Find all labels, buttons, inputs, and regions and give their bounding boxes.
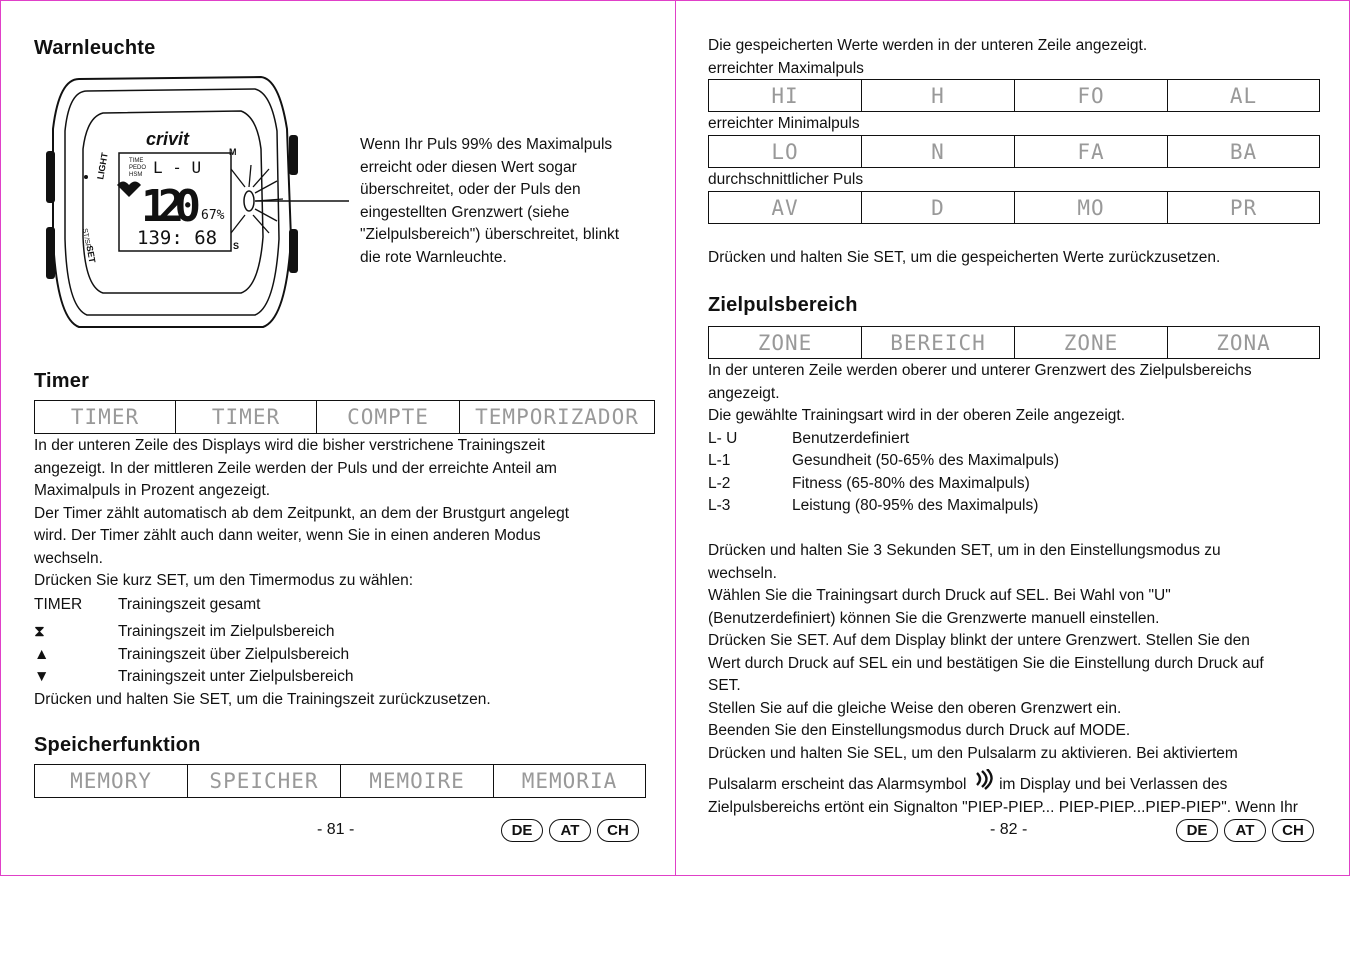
watch-mode-3: HSM — [129, 172, 143, 178]
watch-btn-light: LIGHT — [95, 151, 110, 181]
lcd-cell: HI — [709, 80, 862, 112]
zone-line: Die gewählte Trainingsart wird in der oberen Zeile angezeigt. — [708, 407, 1126, 424]
zone-line: SET. — [708, 677, 741, 694]
timer-item — [34, 594, 654, 617]
zone-item-key: L- U — [708, 429, 738, 447]
zone-line: (Benutzerdefiniert) können Sie die Grenzwerte manuell einstellen. — [708, 609, 1160, 627]
min-lcd-table — [708, 135, 1320, 168]
timer-line: Drücken Sie kurz SET, um den Timermodus zu wählen: — [34, 572, 414, 589]
lcd-cell: FA — [1015, 136, 1168, 168]
country-badges — [1176, 819, 1320, 842]
timer-line: In der unteren Zeile des Displays wird die bisher verstrichene Trainingszeit — [34, 437, 545, 454]
country-badge-ch: CH — [1272, 819, 1314, 842]
lcd-cell: D — [862, 192, 1015, 224]
zone-line: Drücken Sie SET. Auf dem Display blinkt der untere Grenzwert. Stellen Sie den — [708, 632, 1250, 649]
watch-display-top: L - U — [153, 158, 202, 177]
zone-line: Beenden Sie den Einstellungsmodus durch Druck auf MODE. — [708, 722, 1131, 739]
zone-item-key: L-3 — [708, 497, 731, 514]
zone-line: Drücken und halten Sie SEL, um den Pulsalarm zu aktivieren. Bei aktiviertem — [708, 744, 1238, 762]
zone-line: wechseln. — [708, 564, 777, 582]
zone-text — [708, 360, 1328, 819]
zone-line: In der unteren Zeile werden oberer und unterer Grenzwert des Zielpulsbereichs — [708, 362, 1252, 379]
timer-item-text: Trainingszeit gesamt — [118, 595, 261, 613]
hourglass-icon: ⧗ — [34, 623, 45, 640]
lcd-cell: AL — [1168, 80, 1320, 112]
max-label: erreichter Maximalpuls — [708, 60, 864, 77]
country-badge-de: DE — [501, 819, 543, 842]
timer-reset-line: Drücken und halten Sie SET, um die Trainingszeit zurückzusetzen. — [34, 690, 491, 708]
intro-text: Die gespeicherten Werte werden in der unteren Zeile angezeigt. — [708, 37, 1148, 54]
avg-lcd-table — [708, 191, 1320, 224]
lcd-cell: ZONE — [709, 327, 862, 359]
memory-heading: Speicherfunktion — [34, 734, 201, 756]
warn-heading: Warnleuchte — [34, 37, 156, 59]
watch-mode-2: PEDO — [129, 165, 147, 171]
zone-item — [708, 495, 1328, 518]
zone-line: Wählen Sie die Trainingsart durch Druck auf SEL. Bei Wahl von "U" — [708, 587, 1171, 604]
alarm-text-post: im Display und bei Verlassen des — [999, 776, 1228, 793]
country-badge-de: DE — [1176, 819, 1218, 842]
watch-btn-s: S — [233, 241, 240, 251]
min-label: erreichter Minimalpuls — [708, 115, 860, 132]
watch-display-bottom: 139: 68 — [137, 227, 218, 249]
warn-line: "Zielpulsbereich") überschreitet, blinkt — [360, 226, 620, 243]
zone-item-text: Gesundheit (50-65% des Maximalpuls) — [792, 452, 1060, 469]
timer-heading: Timer — [34, 370, 90, 392]
country-badge-at: AT — [1224, 819, 1266, 842]
alarm-icon — [971, 769, 995, 791]
timer-item-text: Trainingszeit im Zielpulsbereich — [118, 623, 335, 640]
watch-display-pct: 67% — [201, 208, 225, 223]
right-page — [675, 0, 1350, 876]
warn-line: eingestellten Grenzwert (siehe — [360, 203, 570, 221]
lcd-cell: AV — [709, 192, 862, 224]
watch-btn-stsp: ST/SP — [80, 227, 92, 250]
zone-item — [708, 428, 1328, 451]
lcd-cell: MEMOIRE — [341, 765, 494, 798]
country-badges — [501, 819, 645, 842]
lcd-cell: ZONE — [1015, 327, 1168, 359]
timer-item — [34, 621, 654, 644]
timer-item — [34, 644, 654, 667]
lcd-cell: TEMPORIZADOR — [460, 401, 655, 434]
timer-item-text: Trainingszeit über Zielpulsbereich — [118, 645, 350, 663]
zone-item-key: L-1 — [708, 452, 731, 469]
lcd-cell: MO — [1015, 192, 1168, 224]
avg-label: durchschnittlicher Puls — [708, 171, 864, 188]
timer-lcd-table — [34, 400, 655, 434]
watch-btn-m: M — [229, 147, 237, 157]
lcd-cell: MEMORIA — [494, 765, 646, 798]
triangle-down-icon: ▼ — [34, 668, 50, 685]
country-badge-ch: CH — [597, 819, 639, 842]
zone-item-text: Leistung (80-95% des Maximalpuls) — [792, 497, 1039, 514]
warn-line: erreicht oder diesen Wert sogar — [360, 158, 577, 176]
timer-line: wechseln. — [34, 549, 103, 567]
watch-illustration — [41, 69, 351, 334]
warn-line: Wenn Ihr Puls 99% des Maximalpuls — [360, 136, 613, 153]
watch-brand: crivit — [146, 129, 190, 149]
country-badge-at: AT — [549, 819, 591, 842]
watch-btn-set: SET — [84, 244, 98, 264]
timer-text — [34, 435, 654, 711]
zone-item-text: Fitness (65-80% des Maximalpuls) — [792, 474, 1030, 492]
zone-item — [708, 450, 1328, 473]
timer-line: wird. Der Timer zählt auch dann weiter, wenn Sie in einen anderen Modus — [34, 527, 541, 544]
zone-heading: Zielpulsbereich — [708, 294, 858, 316]
zone-last-line: Zielpulsbereichs ertönt ein Signalton "PIEP-PIEP... PIEP-PIEP...PIEP-PIEP". Wenn Ihr — [708, 798, 1298, 816]
lcd-cell: H — [862, 80, 1015, 112]
timer-item-text: Trainingszeit unter Zielpulsbereich — [118, 668, 354, 685]
memory-lcd-table — [34, 764, 646, 798]
lcd-cell: SPEICHER — [188, 765, 341, 798]
lcd-cell: BA — [1168, 136, 1320, 168]
lcd-cell: COMPTE — [317, 401, 460, 434]
lcd-cell: BEREICH — [862, 327, 1015, 359]
lcd-cell: FO — [1015, 80, 1168, 112]
lcd-cell: LO — [709, 136, 862, 168]
lcd-cell: N — [862, 136, 1015, 168]
zone-line: Drücken und halten Sie 3 Sekunden SET, um in den Einstellungsmodus zu — [708, 542, 1221, 559]
alarm-line — [708, 769, 1328, 797]
zone-line: Wert durch Druck auf SEL ein und bestätigen Sie die Einstellung durch Druck auf — [708, 654, 1264, 672]
warn-line: die rote Warnleuchte. — [360, 248, 507, 266]
max-lcd-table — [708, 79, 1320, 112]
zone-item-key: L-2 — [708, 474, 731, 492]
reset-text: Drücken und halten Sie SET, um die gespeicherten Werte zurückzusetzen. — [708, 249, 1221, 266]
timer-line: angezeigt. In der mittleren Zeile werden der Puls und der erreichte Anteil am — [34, 459, 557, 477]
lcd-cell: MEMORY — [35, 765, 188, 798]
left-page — [0, 0, 676, 876]
lcd-cell: PR — [1168, 192, 1320, 224]
zone-item-text: Benutzerdefiniert — [792, 429, 910, 447]
warn-text — [360, 134, 619, 269]
alarm-text-pre: Pulsalarm erscheint das Alarmsymbol — [708, 776, 967, 793]
lcd-cell: TIMER — [35, 401, 176, 434]
watch-display-mid: 120 — [141, 181, 201, 232]
timer-item-key: TIMER — [34, 595, 83, 613]
lcd-cell: TIMER — [176, 401, 317, 434]
watch-mode-1: TIME — [129, 158, 144, 164]
triangle-up-icon: ▲ — [34, 645, 50, 663]
page-number: - 82 - — [990, 821, 1028, 838]
timer-line: Der Timer zählt automatisch ab dem Zeitpunkt, an dem der Brustgurt angelegt — [34, 504, 570, 522]
zone-item — [708, 473, 1328, 496]
lcd-cell: ZONA — [1168, 327, 1320, 359]
zone-lcd-table — [708, 326, 1320, 359]
warn-line: überschreitet, oder der Puls den — [360, 181, 581, 198]
zone-line: Stellen Sie auf die gleiche Weise den oberen Grenzwert ein. — [708, 699, 1122, 717]
timer-line: Maximalpuls in Prozent angezeigt. — [34, 482, 271, 499]
zone-line: angezeigt. — [708, 384, 780, 402]
timer-item — [34, 666, 654, 689]
page-number: - 81 - — [317, 821, 355, 838]
